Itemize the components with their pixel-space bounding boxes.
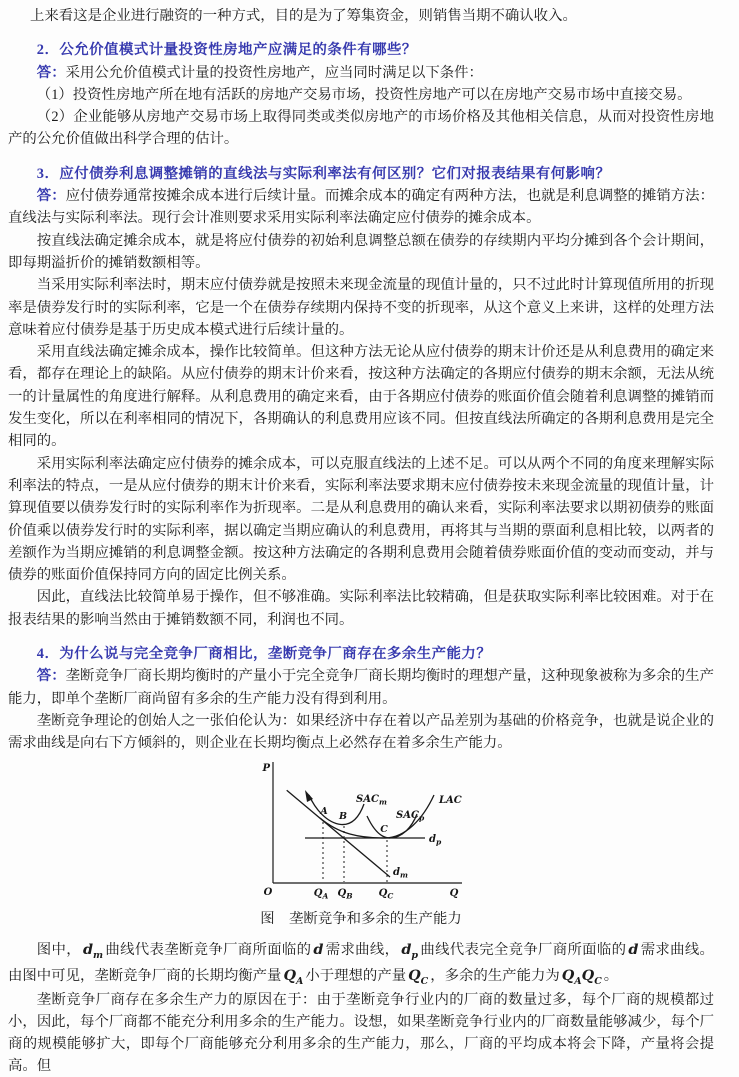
tick-qb-label: $Q_B$ — [337, 887, 353, 899]
answer-3-paragraph-2: 按直线法确定摊余成本，就是将应付债券的初始利息调整总额在债券的存续期内平均分摊到各个会计期间，即每期溢折价的摊销数额相等。 — [8, 232, 714, 271]
text-run: 需求曲线。由图中可见，垄断竞争厂商的长期均衡产量 — [8, 942, 714, 985]
answer-4-paragraph-2: 垄断竞争理论的创始人之一张伯伦认为：如果经济中存在着以产品差别为基础的价格竞争，也就是说企业的需求曲线是向右下方倾斜的，则企业在长期均衡点上必然存在着多余生产能力。 — [8, 712, 714, 752]
answer-2-item-2: （2）企业能够从房地产交易市场上取得同类或类似房地产的市场价格及其他相关信息，从而对投资性房地产的公允价值做出科学合理的估计。 — [8, 109, 714, 148]
sacm-label: $SAC_m$ — [356, 793, 387, 806]
closing-paragraph: 垄断竞争厂商存在多余生产力的原因在于：由于垄断竞争行业内的厂商的数量过多，每个厂商的规模都过小，因此，每个厂商都不能充分利用多余的生产能力。设想，如果垄断竞争行业内的厂商数量能够减少，每个厂商的规模能够扩大，即每个厂商能够充分利用多余的生产能力，那么，厂商的平均成本将会下降，产量将会提高。但 — [8, 992, 714, 1075]
text-run: 图中， — [36, 942, 81, 959]
answer-3-paragraph-1 — [8, 185, 714, 230]
point-a-label: A — [320, 805, 328, 817]
point-b-label: B — [338, 810, 348, 822]
question-4-heading: 4．为什么说与完全竞争厂商相比，垄断竞争厂商存在多余生产能力？ — [36, 646, 492, 663]
figure-monopolistic-competition — [8, 757, 714, 931]
dm-label: $d_m$ — [393, 866, 408, 879]
text-run: 需求曲线， — [325, 942, 400, 959]
figure-diagram-wrapper — [253, 757, 468, 906]
text-run: ，多余的生产能力为 — [430, 968, 560, 985]
question-3-heading: 3．应付债券利息调整摊销的直线法与实际利率法有何区别？它们对报表结果有何影响？ — [36, 165, 611, 182]
answer-2-item-1: （1）投资性房地产所在地有活跃的房地产交易市场，投资性房地产可以在房地产交易市场中直接交易。 — [36, 86, 692, 103]
question-2-heading: 2．公允价值模式计量投资性房地产应满足的条件有哪些？ — [36, 42, 417, 59]
text-run: 曲线代表垄断竞争厂商所面临的 — [105, 942, 312, 959]
text-run: 小于理想的产量 — [305, 968, 407, 985]
math-qc: $Q_C$ — [408, 967, 429, 987]
answer-2-label: 答： — [36, 64, 66, 81]
figure-caption: 图 垄断竞争和多余的生产能力 — [260, 910, 462, 927]
intro-continuation-line: 上来看这是企业进行融资的一种方式，目的是为了筹集资金，则销售当期不确认收入。 — [30, 8, 577, 24]
answer-4-paragraph-1 — [8, 665, 714, 710]
answer-4-paragraph-1-text: 垄断竞争厂商长期均衡时的产量小于完全竞争厂商长期均衡时的理想产量，这种现象被称为多余的生产能力，即单个垄断厂商尚留有多余的生产能力没有得到利用。 — [8, 668, 714, 707]
answer-2-lead — [8, 62, 714, 84]
figure-description-paragraph — [8, 937, 714, 989]
answer-2-lead-text: 采用公允价值模式计量的投资性房地产，应当同时满足以下条件： — [65, 64, 483, 81]
origin-label: O — [263, 886, 273, 898]
tick-qa-label: $Q_A$ — [313, 887, 329, 899]
math-d: d — [628, 941, 639, 959]
x-axis-label: Q — [449, 887, 459, 899]
dp-label: $d_p$ — [429, 833, 442, 846]
answer-3-paragraph-1-text: 应付债券通常按摊余成本进行后续计量。而摊余成本的确定有两种方法，也就是利息调整的摊销方法：直线法与实际利率法。现行会计准则要求采用实际利率法确定应付债券的摊余成本。 — [8, 188, 714, 227]
tick-qc-label: $Q_C$ — [378, 887, 394, 899]
text-run: 。 — [603, 968, 619, 985]
math-d: d — [313, 941, 324, 959]
answer-3-paragraph-3: 当采用实际利率法时，期末应付债券就是按照未来现金流量的现值计量的，只不过此时计算现值所用的折现率是债券发行时的实际利率，它是一个在债券存续期内保持不变的折现率，从这个意义上来讲，这样的处理方法意味着应付债券是基于历史成本模式进行后续计量的。 — [8, 277, 714, 338]
answer-4-label: 答： — [36, 668, 66, 685]
excess-capacity-diagram — [253, 757, 468, 899]
point-c-label: C — [380, 823, 388, 835]
math-qa-qc: $Q_AQ_C$ — [561, 967, 602, 987]
lac-label: LAC — [439, 794, 462, 806]
math-qa: $Q_A$ — [283, 967, 304, 987]
answer-3-paragraph-5: 采用实际利率法确定应付债券的摊余成本，可以克服直线法的上述不足。可以从两个不同的角度来理解实际利率法的特点，一是从应付债券的期末计价来看，实际利率法要求期末应付债券按未来现金流量的现值计量，计算现值要以债券发行时的实际利率作为折现率。二是从利息费用的确认来看，实际利率法要求以期初债券的账面价值乘以债券发行时的实际利率，据以确定当期应确认的利息费用，再将其与当期的票面利息相比较，以两者的差额作为当期应摊销的利息调整金额。按这种方法确定的各期利息费用会随着债券账面价值的变动而变动，并与债券的账面价值保持同方向的固定比例关系。 — [8, 455, 714, 584]
math-dp: $d_p$ — [401, 941, 419, 961]
text-run: 曲线代表完全竞争厂商所面临的 — [420, 942, 627, 959]
answer-3-paragraph-4: 采用直线法确定摊余成本，操作比较简单。但这种方法无论从应付债券的期末计价还是从利息费用的确定来看，都存在理论上的缺陷。从应付债券的期末计价来看，按这种方法确定的各期应付债券的期末余额，无法从统一的计量属性的角度进行解释。从利息费用的确定来看，由于各期应付债券的账面价值会随着利息调整的摊销而发生变化，所以在利率相同的情况下，各期确认的利息费用应该不同。但按直线法所确定的各期利息费用是完全相同的。 — [8, 344, 714, 450]
math-dm: $d_m$ — [82, 941, 104, 961]
sacp-label: $SAC_p$ — [396, 809, 425, 822]
answer-3-paragraph-6: 因此，直线法比较简单易于操作，但不够准确。实际利率法比较精确，但是获取实际利率比较困难。对于在报表结果的影响当然由于摊销数额不同，利润也不同。 — [8, 589, 714, 628]
answer-3-label: 答： — [36, 188, 66, 205]
y-axis-label: P — [262, 762, 270, 774]
